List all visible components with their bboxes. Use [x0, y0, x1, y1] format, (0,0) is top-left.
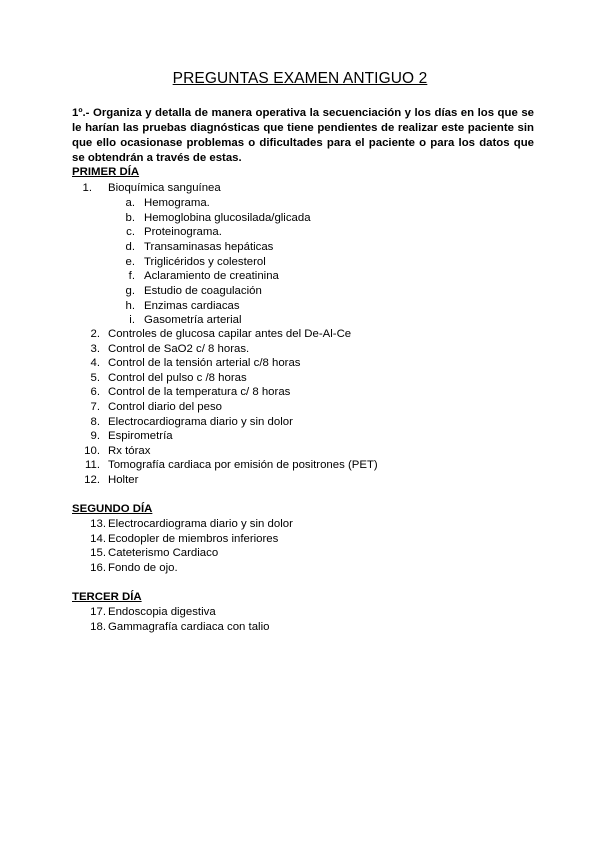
day2-heading: SEGUNDO DÍA	[72, 503, 153, 515]
item-text: Transaminasas hepáticas	[144, 240, 274, 253]
item-number: c.	[126, 226, 135, 239]
item-number: d.	[125, 240, 135, 253]
item-number: 18.	[90, 620, 106, 633]
item-text: Proteinograma.	[144, 226, 222, 239]
item-number: 4.	[90, 357, 100, 370]
item-number: i.	[129, 314, 135, 327]
item-number: 16.	[90, 561, 106, 574]
item-number: 8.	[90, 415, 100, 428]
item-text: Holter	[108, 474, 139, 486]
item-text: Electrocardiograma diario y sin dolor	[108, 415, 293, 428]
item-number: 10.	[84, 444, 100, 457]
item-text: Gasometría arterial	[144, 314, 242, 327]
item-number: 1.	[82, 182, 92, 194]
item-number: 13.	[90, 518, 106, 530]
item-text: Endoscopia digestiva	[108, 606, 216, 618]
item-text: Control de la tensión arterial c/8 horas	[108, 357, 301, 370]
item-text: Ecodopler de miembros inferiores	[108, 532, 279, 545]
item-number: 2.	[90, 328, 100, 340]
item-number: 14.	[90, 532, 106, 545]
item-text: Aclaramiento de creatinina	[144, 270, 279, 283]
day3-heading: TERCER DÍA	[72, 591, 142, 603]
item-text: Control de SaO2 c/ 8 horas.	[108, 342, 250, 355]
item-number: 15.	[90, 547, 106, 560]
item-number: a.	[125, 197, 135, 209]
item-text: Bioquímica sanguínea	[108, 182, 221, 194]
item-number: 3.	[90, 342, 100, 355]
item-number: 7.	[90, 401, 100, 413]
item-text: Espirometría	[108, 430, 173, 443]
item-number: f.	[128, 270, 135, 283]
item-text: Electrocardiograma diario y sin dolor	[108, 518, 293, 530]
item-number: 12.	[84, 474, 100, 486]
item-number: 17.	[90, 606, 106, 618]
item-text: Control de la temperatura c/ 8 horas	[108, 386, 291, 399]
page-title: PREGUNTAS EXAMEN ANTIGUO 2	[172, 70, 428, 87]
item-text: Cateterismo Cardiaco	[108, 547, 219, 560]
item-text: Triglicéridos y colesterol	[144, 255, 266, 268]
day1-heading: PRIMER DÍA	[72, 166, 140, 178]
item-text: Hemoglobina glucosilada/glicada	[144, 211, 311, 224]
item-number: 5.	[90, 371, 100, 384]
item-text: Gammagrafía cardiaca con talio	[108, 620, 270, 633]
item-number: 6.	[90, 386, 100, 399]
item-text: Rx tórax	[108, 444, 151, 457]
question-text: 1º.- Organiza y detalla de manera operativa la secuenciación y los días en los que se le harían las pruebas diagnósticas que tiene pendientes de realizar este paciente sin que ello ocasionase problemas o dificultades para el paciente o para los datos que se obtendrán a través de estas.	[72, 107, 534, 164]
item-number: e.	[125, 255, 135, 268]
item-text: Control diario del peso	[108, 401, 222, 413]
item-number: h.	[125, 299, 135, 312]
item-text: Tomografía cardiaca por emisión de positrones (PET)	[108, 459, 378, 472]
item-text: Controles de glucosa capilar antes del De-Al-Ce	[108, 328, 352, 340]
item-number: b.	[125, 211, 135, 224]
item-number: 11.	[85, 459, 100, 472]
item-text: Hemograma.	[144, 197, 210, 209]
item-text: Control del pulso c /8 horas	[108, 371, 247, 384]
item-text: Estudio de coagulación	[144, 284, 262, 297]
item-text: Fondo de ojo.	[108, 561, 178, 574]
item-number: 9.	[90, 430, 100, 443]
item-text: Enzimas cardiacas	[144, 299, 240, 312]
item-number: g.	[125, 284, 135, 297]
